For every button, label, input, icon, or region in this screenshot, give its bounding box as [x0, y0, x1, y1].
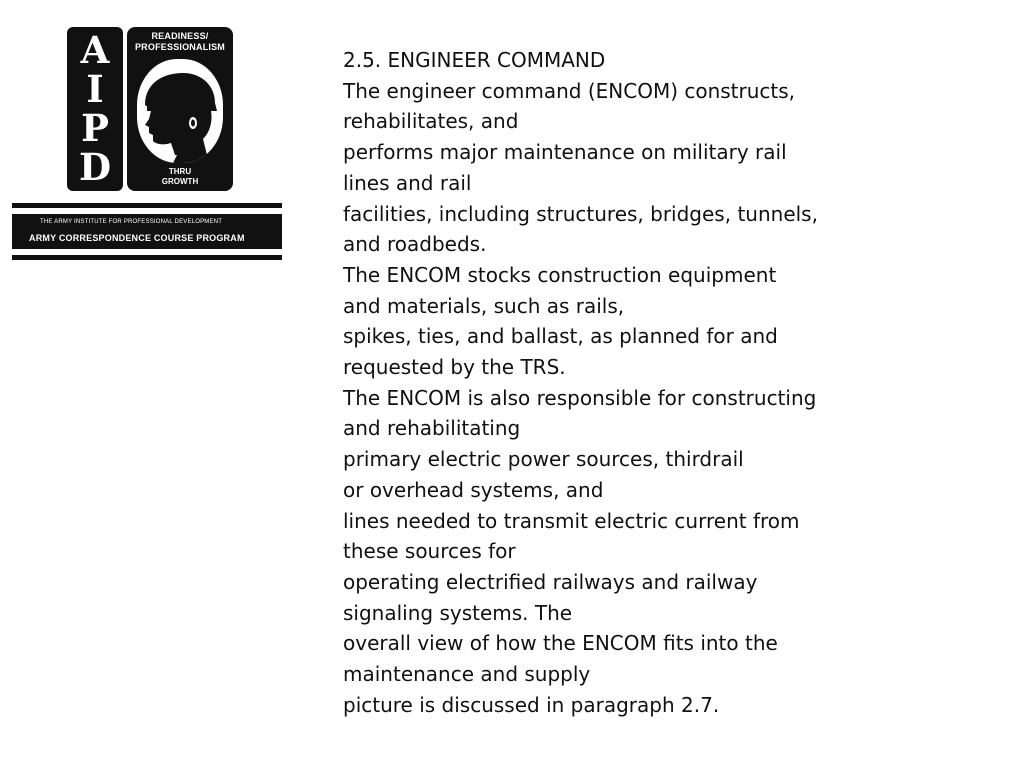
text-line: The ENCOM stocks construction equipment: [343, 262, 777, 287]
text-line: performs major maintenance on military rail: [343, 140, 787, 165]
text-line: lines and rail: [343, 170, 472, 195]
logo-letter-i: I: [86, 67, 104, 111]
logo-letter-d: D: [78, 145, 112, 189]
section-heading: 2.5. ENGINEER COMMAND: [343, 48, 606, 72]
text-line: maintenance and supply: [343, 662, 591, 687]
emblem-bottom-text: THRU GROWTH: [161, 167, 199, 186]
logo-letters: [67, 27, 123, 191]
text-line: overall view of how the ENCOM fits into the: [343, 631, 778, 656]
text-line: The engineer command (ENCOM) constructs,: [343, 78, 796, 103]
text-line: picture is discussed in paragraph 2.7.: [343, 692, 720, 717]
text-line: rehabilitates, and: [343, 109, 519, 134]
text-line: and materials, such as rails,: [343, 293, 625, 318]
logo-letter-p: P: [81, 106, 109, 150]
text-line: primary electric power sources, thirdrail: [343, 447, 744, 472]
aipd-logo: [67, 27, 233, 191]
emblem-top-text: READINESS/ PROFESSIONALISM: [134, 31, 225, 52]
logo-letter-a: A: [80, 28, 110, 72]
text-line: requested by the TRS.: [343, 355, 566, 380]
text-line: these sources for: [343, 539, 516, 564]
acc-program-banner: [12, 203, 282, 261]
banner-title: ARMY CORRESPONDENCE COURSE PROGRAM: [29, 233, 245, 243]
text-line: The ENCOM is also responsible for constructing: [343, 385, 817, 410]
text-line: facilities, including structures, bridges, tunnels,: [343, 201, 818, 226]
text-line: or overhead systems, and: [343, 477, 604, 502]
text-line: lines needed to transmit electric current from: [343, 508, 800, 533]
document-body: [343, 45, 863, 720]
banner-bar: [12, 214, 282, 249]
banner-subtitle: THE ARMY INSTITUTE FOR PROFESSIONAL DEVELOPMENT: [40, 219, 223, 225]
text-line: and rehabilitating: [343, 416, 521, 441]
text-line: spikes, ties, and ballast, as planned for and: [343, 324, 778, 349]
text-line: operating electrified railways and railway: [343, 569, 758, 594]
text-line: signaling systems. The: [343, 600, 573, 625]
text-line: and roadbeds.: [343, 232, 487, 257]
soldier-head-icon: [137, 59, 223, 163]
soldier-emblem: [127, 27, 233, 191]
banner-bottom-rule: [12, 255, 282, 260]
banner-top-rule: [12, 203, 282, 208]
